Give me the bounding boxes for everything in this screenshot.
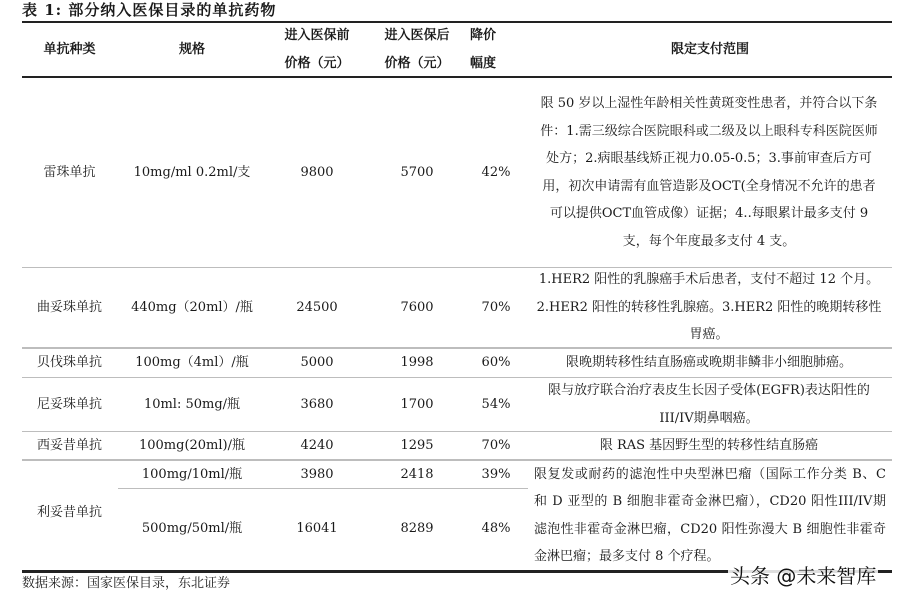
cell-spec: 440mg（20ml）/瓶 [131, 299, 253, 315]
cell-price-cut: 48% [481, 521, 511, 536]
cell-spec: 10ml: 50mg/瓶 [143, 396, 241, 412]
header-price-before: 进入医保前 价格（元） [284, 27, 350, 71]
header-type: 单抗种类 [43, 41, 96, 57]
table-caption: 表 1: 部分纳入医保目录的单抗药物 [22, 1, 277, 19]
cell-price-cut: 39% [481, 466, 511, 482]
cell-price-before: 4240 [300, 437, 334, 453]
cell-price-after: 2418 [400, 466, 434, 482]
cell-type: 西妥昔单抗 [36, 437, 102, 453]
cell-price-cut: 70% [481, 299, 511, 315]
cell-price-cut: 54% [481, 396, 511, 412]
cell-price-cut: 42% [481, 164, 511, 180]
cell-type: 贝伐珠单抗 [36, 355, 102, 370]
cell-scope: 限复发或耐药的滤泡性中央型淋巴瘤（国际工作分类 B、C 和 D 亚型的 B 细胞非霍奇金淋巴瘤），CD20 阳性III/IV期滤泡性非霍奇金淋巴瘤，CD20 阳性弥漫大 B 细胞性非霍奇金淋巴瘤；最多支付 8 个疗程。 [534, 466, 886, 564]
cell-spec: 10mg/ml 0.2ml/支 [133, 164, 251, 180]
cell-price-before: 24500 [296, 299, 338, 315]
cell-price-before: 16041 [296, 521, 338, 536]
cell-scope: 限 RAS 基因野生型的转移性结直肠癌 [599, 437, 819, 453]
cell-price-before: 5000 [300, 355, 334, 370]
cell-type: 曲妥珠单抗 [36, 299, 102, 315]
cell-price-before: 9800 [300, 164, 334, 180]
header-spec: 规格 [178, 41, 205, 57]
data-source-note: 数据来源：国家医保目录，东北证券 [22, 576, 231, 591]
cell-spec: 100mg/10ml/瓶 [141, 466, 243, 482]
cell-price-cut: 60% [481, 355, 511, 370]
cell-type: 利妥昔单抗 [36, 505, 102, 520]
watermark: 头条 @未来智库 [730, 564, 877, 588]
cell-scope: 限晚期转移性结直肠癌或晚期非鳞非小细胞肺癌。 [565, 355, 852, 371]
cell-price-after: 1998 [400, 355, 434, 370]
cell-type: 尼妥珠单抗 [36, 396, 102, 412]
cell-price-after: 1700 [400, 396, 434, 412]
cell-spec: 100mg(20ml)/瓶 [138, 437, 245, 453]
cell-price-before: 3680 [300, 396, 334, 412]
cell-type: 雷珠单抗 [43, 164, 96, 180]
cell-scope: 限 50 岁以上湿性年龄相关性黄斑变性患者，并符合以下条件：1.需三级综合医院眼科或二级及以上眼科专科医院医师处方；2.病眼基线矫正视力0.05-0.5；3.事前审查后方可用，初次申请需有血管造影及OCT(全身情况不允许的患者可以提供OCT血管成像）证据；4..每眼累计最多支付 9 支，每个年度最多支付 4 支。 [540, 96, 878, 249]
cell-price-after: 5700 [400, 164, 434, 180]
header-price-after: 进入医保后 价格（元） [384, 27, 450, 71]
cell-price-after: 8289 [400, 521, 434, 536]
header-scope: 限定支付范围 [670, 41, 749, 57]
cell-price-cut: 70% [481, 437, 511, 453]
cell-scope: 1.HER2 阳性的乳腺癌手术后患者，支付不超过 12 个月。2.HER2 阳性的转移性乳腺癌。3.HER2 阳性的晚期转移性胃癌。 [536, 272, 882, 343]
header-price-cut: 降价 幅度 [470, 27, 497, 71]
cell-scope: 限与放疗联合治疗表皮生长因子受体(EGFR)表达阳性的III/IV期鼻咽癌。 [548, 383, 870, 426]
cell-price-before: 3980 [300, 466, 334, 482]
cell-spec: 100mg（4ml）/瓶 [135, 355, 249, 370]
cell-spec: 500mg/50ml/瓶 [141, 521, 243, 536]
cell-price-after: 1295 [400, 437, 434, 453]
cell-price-after: 7600 [400, 299, 434, 315]
